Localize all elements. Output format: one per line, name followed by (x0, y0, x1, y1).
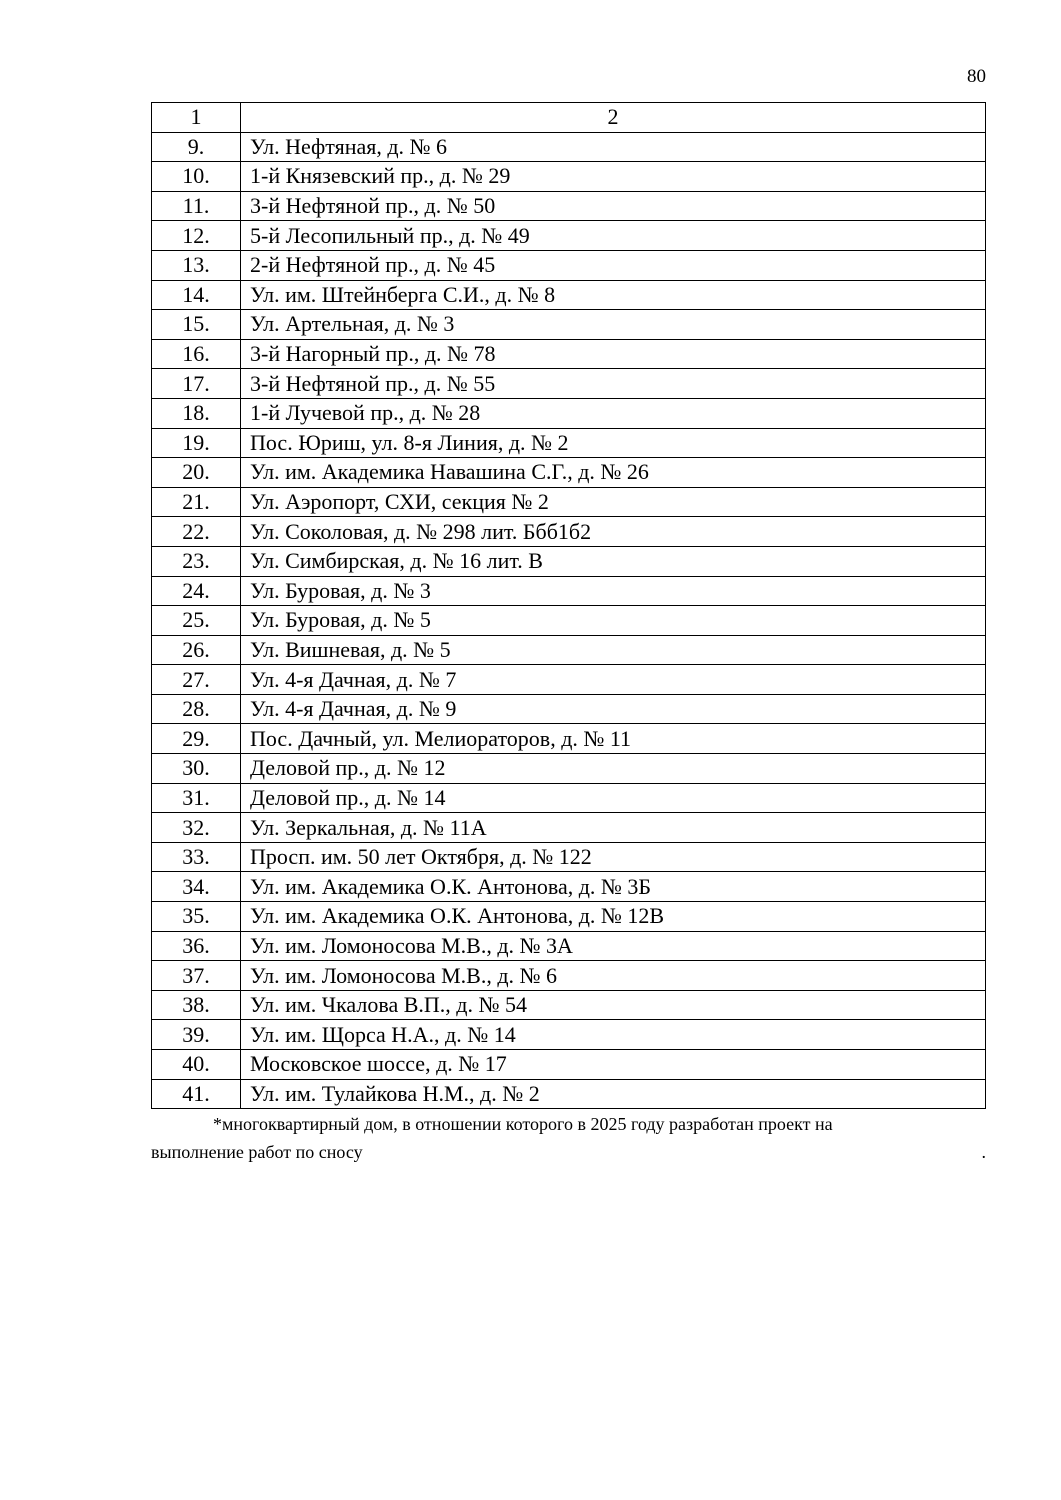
row-number: 34. (152, 872, 241, 902)
footnote-line-2: выполнение работ по сносу (151, 1142, 363, 1162)
row-number: 17. (152, 369, 241, 399)
table-row (152, 280, 986, 310)
table-row (152, 635, 986, 665)
table-row (152, 872, 986, 902)
table-row (152, 339, 986, 369)
row-number: 21. (152, 487, 241, 517)
row-address: Ул. Буровая, д. № 5 (241, 606, 986, 636)
row-address: Ул. им. Академика О.К. Антонова, д. № 12В (241, 902, 986, 932)
row-address: Ул. им. Ломоносова М.В., д. № 3А (241, 931, 986, 961)
row-address: Деловой пр., д. № 12 (241, 754, 986, 784)
footnote-line-1: *многоквартирный дом, в отношении которого в 2025 году разработан проект на (213, 1114, 833, 1134)
row-address: 2-й Нефтяной пр., д. № 45 (241, 250, 986, 280)
table-row (152, 606, 986, 636)
row-number: 9. (152, 132, 241, 162)
table-header-row (152, 103, 986, 133)
row-number: 27. (152, 665, 241, 695)
row-address: Ул. Аэропорт, СХИ, секция № 2 (241, 487, 986, 517)
row-address: Ул. им. Тулайкова Н.М., д. № 2 (241, 1079, 986, 1109)
table-row (152, 428, 986, 458)
row-number: 36. (152, 931, 241, 961)
table-row (152, 1050, 986, 1080)
row-number: 31. (152, 783, 241, 813)
table-row (152, 398, 986, 428)
table-row (152, 961, 986, 991)
row-number: 40. (152, 1050, 241, 1080)
row-address: Ул. 4-я Дачная, д. № 7 (241, 665, 986, 695)
table-row (152, 842, 986, 872)
row-address: Ул. им. Щорса Н.А., д. № 14 (241, 1020, 986, 1050)
row-number: 33. (152, 842, 241, 872)
footnote-line-2-wrap (151, 1138, 986, 1166)
row-address: Ул. им. Академика Навашина С.Г., д. № 26 (241, 458, 986, 488)
footnote (151, 1110, 986, 1166)
row-address: Ул. им. Чкалова В.П., д. № 54 (241, 990, 986, 1020)
row-number: 15. (152, 310, 241, 340)
row-number: 11. (152, 191, 241, 221)
table-row (152, 665, 986, 695)
row-number: 26. (152, 635, 241, 665)
table-row (152, 191, 986, 221)
row-number: 13. (152, 250, 241, 280)
row-number: 10. (152, 162, 241, 192)
row-address: Ул. Симбирская, д. № 16 лит. В (241, 546, 986, 576)
row-address: 1-й Князевский пр., д. № 29 (241, 162, 986, 192)
address-table (151, 102, 986, 1109)
row-number: 38. (152, 990, 241, 1020)
row-address: Ул. Соколовая, д. № 298 лит. Ббб1б2 (241, 517, 986, 547)
row-address: Ул. им. Ломоносова М.В., д. № 6 (241, 961, 986, 991)
row-address: Ул. Артельная, д. № 3 (241, 310, 986, 340)
row-number: 14. (152, 280, 241, 310)
table-row (152, 694, 986, 724)
table-row (152, 162, 986, 192)
row-number: 29. (152, 724, 241, 754)
table-row (152, 990, 986, 1020)
table-row (152, 576, 986, 606)
header-col-address: 2 (241, 103, 986, 133)
row-address: Пос. Юриш, ул. 8-я Линия, д. № 2 (241, 428, 986, 458)
row-number: 20. (152, 458, 241, 488)
row-address: 3-й Нефтяной пр., д. № 50 (241, 191, 986, 221)
row-number: 22. (152, 517, 241, 547)
row-number: 19. (152, 428, 241, 458)
row-number: 12. (152, 221, 241, 251)
row-number: 35. (152, 902, 241, 932)
table-row (152, 310, 986, 340)
row-address: Ул. им. Штейнберга С.И., д. № 8 (241, 280, 986, 310)
table-row (152, 931, 986, 961)
table-row (152, 369, 986, 399)
table-row (152, 487, 986, 517)
row-number: 39. (152, 1020, 241, 1050)
row-number: 18. (152, 398, 241, 428)
row-number: 41. (152, 1079, 241, 1109)
table-row (152, 1079, 986, 1109)
row-address: Просп. им. 50 лет Октября, д. № 122 (241, 842, 986, 872)
table-row (152, 1020, 986, 1050)
row-number: 23. (152, 546, 241, 576)
header-col-number: 1 (152, 103, 241, 133)
row-address: Ул. Нефтяная, д. № 6 (241, 132, 986, 162)
table-row (152, 221, 986, 251)
table-row (152, 783, 986, 813)
table-row (152, 132, 986, 162)
address-table-body (152, 103, 986, 1109)
row-number: 16. (152, 339, 241, 369)
row-address: 3-й Нефтяной пр., д. № 55 (241, 369, 986, 399)
row-address: Ул. Буровая, д. № 3 (241, 576, 986, 606)
footnote-line-2-end: . (981, 1142, 986, 1162)
table-row (152, 724, 986, 754)
table-row (152, 902, 986, 932)
row-address: Ул. Зеркальная, д. № 11А (241, 813, 986, 843)
row-number: 37. (152, 961, 241, 991)
table-row (152, 517, 986, 547)
row-address: 1-й Лучевой пр., д. № 28 (241, 398, 986, 428)
row-number: 24. (152, 576, 241, 606)
table-row (152, 813, 986, 843)
row-address: Московское шоссе, д. № 17 (241, 1050, 986, 1080)
row-number: 30. (152, 754, 241, 784)
row-address: 3-й Нагорный пр., д. № 78 (241, 339, 986, 369)
row-number: 28. (152, 694, 241, 724)
row-address: Ул. им. Академика О.К. Антонова, д. № 3Б (241, 872, 986, 902)
row-address: 5-й Лесопильный пр., д. № 49 (241, 221, 986, 251)
page-number: 80 (967, 66, 986, 87)
table-row (152, 754, 986, 784)
table-row (152, 458, 986, 488)
row-address: Деловой пр., д. № 14 (241, 783, 986, 813)
table-row (152, 546, 986, 576)
row-address: Ул. 4-я Дачная, д. № 9 (241, 694, 986, 724)
row-number: 25. (152, 606, 241, 636)
row-number: 32. (152, 813, 241, 843)
row-address: Пос. Дачный, ул. Мелиораторов, д. № 11 (241, 724, 986, 754)
table-row (152, 250, 986, 280)
row-address: Ул. Вишневая, д. № 5 (241, 635, 986, 665)
